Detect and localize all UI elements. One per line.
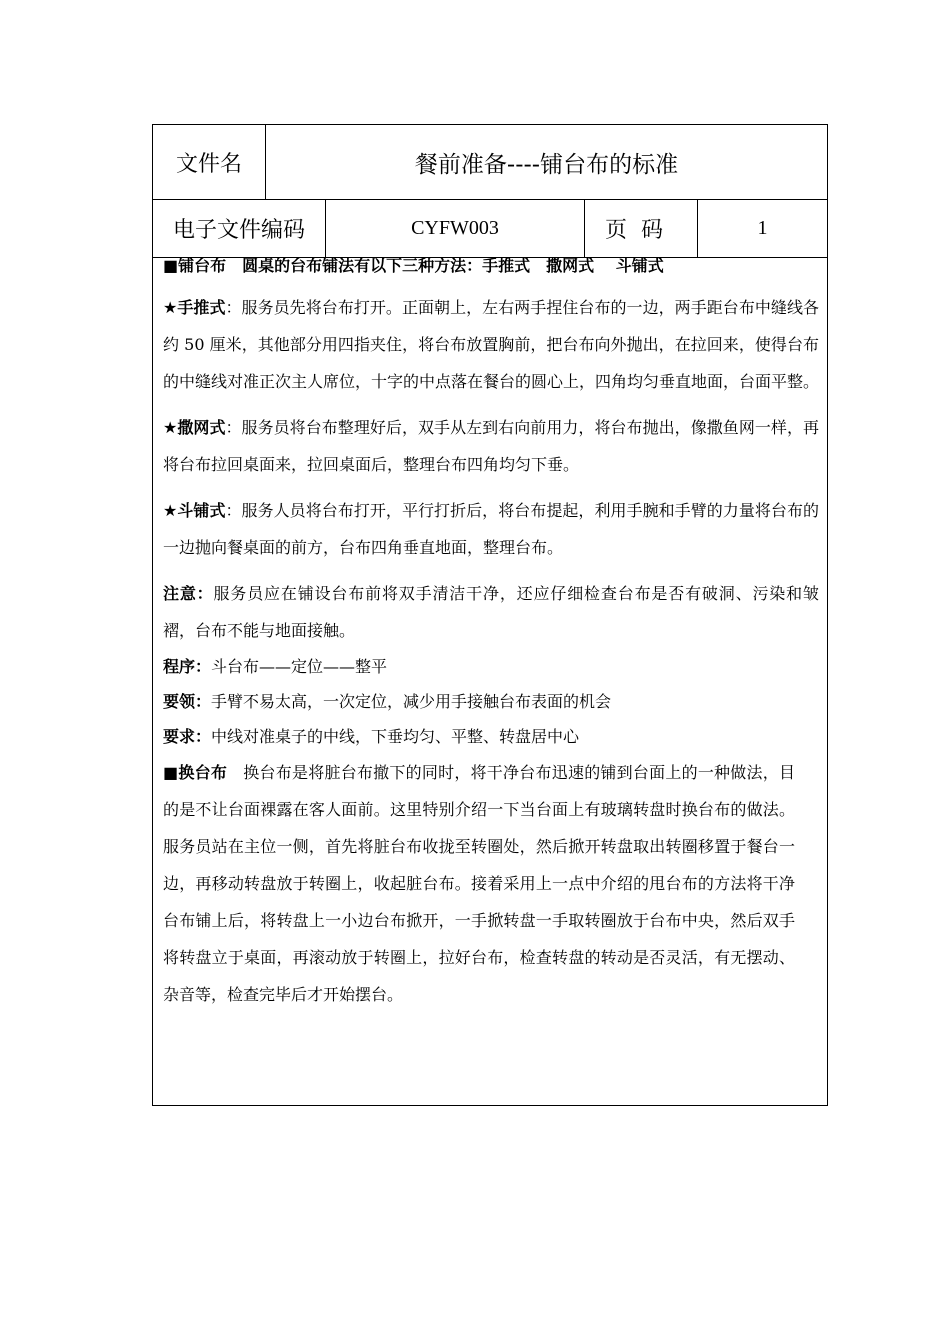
procedure [163, 649, 819, 684]
note-label: 注意： [163, 584, 214, 603]
method-text: ：服务员先将台布打开。正面朝上，左右两手捏住台布的一边，两手距台布中缝线各约 50 厘米，其他部分用四指夹住，将台布放置胸前，把台布向外抛出，在拉回来，使得台布的中缝线对准正次主人席位，十字的中点落在餐台的圆心上，四角均匀垂直地面，台面平整。 [163, 298, 820, 391]
file-code-label: 电子文件编码 [153, 199, 326, 257]
document-title: 餐前准备----铺台布的标准 [414, 151, 679, 178]
key-points [163, 684, 819, 719]
method-label: ★撒网式 [163, 418, 226, 437]
key-points-text: 手臂不易太高，一次定位，减少用手接触台布表面的机会 [211, 692, 612, 711]
document-body [163, 256, 820, 1013]
method-label: ★手推式 [163, 298, 226, 317]
page-label: 页码 [585, 199, 698, 257]
note-text: 服务员应在铺设台布前将双手清洁干净，还应仔细检查台布是否有破洞、污染和皱褶，台布不能与地面接触。 [163, 584, 819, 640]
method-text: ：服务员将台布整理好后，双手从左到右向前用力，将台布抛出，像撒鱼网一样，再将台布拉回桌面来，拉回桌面后，整理台布四角均匀下垂。 [163, 418, 819, 474]
section-change-cloth [163, 754, 795, 1013]
document-table [152, 124, 828, 1106]
method-net-cast [163, 409, 819, 483]
method-hand-push [163, 289, 819, 400]
section-heading-lay-cloth: ■铺台布 圆桌的台布铺法有以下三种方法：手推式 撒网式 斗铺式 [163, 256, 664, 275]
method-fold-toss [163, 492, 819, 566]
method-label: ★斗铺式 [163, 501, 226, 520]
page-number: 1 [757, 216, 768, 239]
section-text: 换台布是将脏台布撤下的同时，将干净台布迅速的铺到台面上的一种做法，目的是不让台面裸露在客人面前。这里特别介绍一下当台面上有玻璃转盘时换台布的做法。服务员站在主位一侧，首先将脏台布收拢至转圈处，然后掀开转盘取出转圈移置于餐台一边，再移动转盘放于转圈上，收起脏台布。接着采用上一点中介绍的甩台布的方法将干净台布铺上后，将转盘上一小边台布掀开，一手掀转盘一手取转圈放于台布中央，然后双手将转盘立于桌面，再滚动放于转圈上，拉好台布，检查转盘的转动是否灵活，有无摆动、杂音等，检查完毕后才开始摆台。 [163, 763, 795, 1004]
requirements-text: 中线对准桌子的中线，下垂均匀、平整、转盘居中心 [211, 727, 580, 746]
header-row-title [153, 125, 827, 200]
file-code-value: CYFW003 [326, 199, 585, 257]
method-text: ：服务人员将台布打开，平行打折后，将台布提起，利用手腕和手臂的力量将台布的一边抛向餐桌面的前方，台布四角垂直地面，整理台布。 [163, 501, 819, 557]
note [163, 575, 819, 649]
procedure-label: 程序： [163, 657, 212, 676]
requirements-label: 要求： [163, 727, 212, 746]
procedure-text: 斗台布——定位——整平 [211, 657, 388, 676]
requirements [163, 719, 819, 754]
file-name-label: 文件名 [153, 125, 266, 199]
key-points-label: 要领： [163, 692, 212, 711]
header-row-code [153, 199, 827, 258]
section-label: ■换台布 [163, 763, 228, 782]
